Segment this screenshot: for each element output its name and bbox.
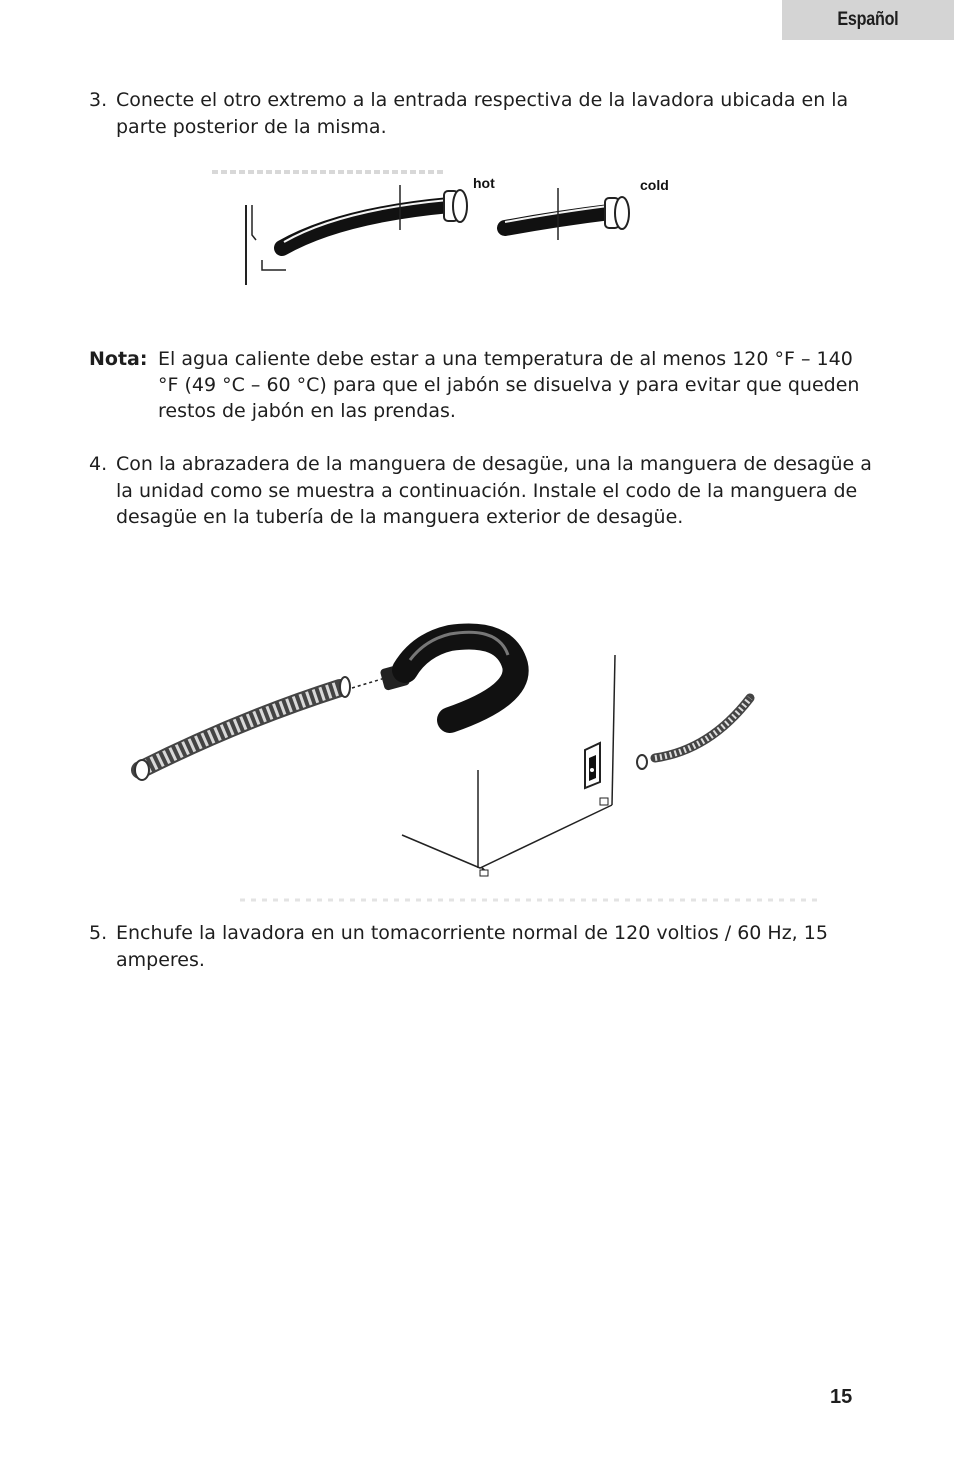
- step-text: Enchufe la lavadora en un tomacorriente normal de 120 voltios / 60 Hz, 15 amperes.: [116, 922, 828, 971]
- inlet-hoses-illustration: [200, 160, 700, 295]
- step-3: [89, 87, 879, 140]
- step-text: Con la abrazadera de la manguera de desagüe, una la manguera de desagüe a la unidad como se muestra a continuación. Instale el codo de la manguera de desagüe en la tubería de la manguera exterior de desagüe.: [116, 453, 872, 528]
- step-number: 3.: [89, 89, 108, 111]
- note-text: El agua caliente debe estar a una temperatura de al menos 120 °F – 140 °F (49 °C – 60 °C) para que el jabón se disuelva y para evitar que queden restos de jabón en las prendas.: [158, 348, 860, 422]
- language-label: Español: [837, 9, 899, 30]
- drain-hose-illustration: [120, 610, 840, 910]
- page-number: 15: [830, 1386, 853, 1408]
- language-tab: [782, 0, 954, 40]
- cold-label: cold: [640, 177, 669, 193]
- note: [89, 346, 879, 424]
- step-number: 4.: [89, 453, 108, 475]
- note-label: Nota:: [89, 348, 148, 370]
- step-4: [89, 451, 879, 531]
- step-number: 5.: [89, 922, 108, 944]
- hot-label: hot: [473, 175, 495, 191]
- step-5: [89, 920, 879, 973]
- step-text: Conecte el otro extremo a la entrada respectiva de la lavadora ubicada en la parte posterior de la misma.: [116, 89, 849, 138]
